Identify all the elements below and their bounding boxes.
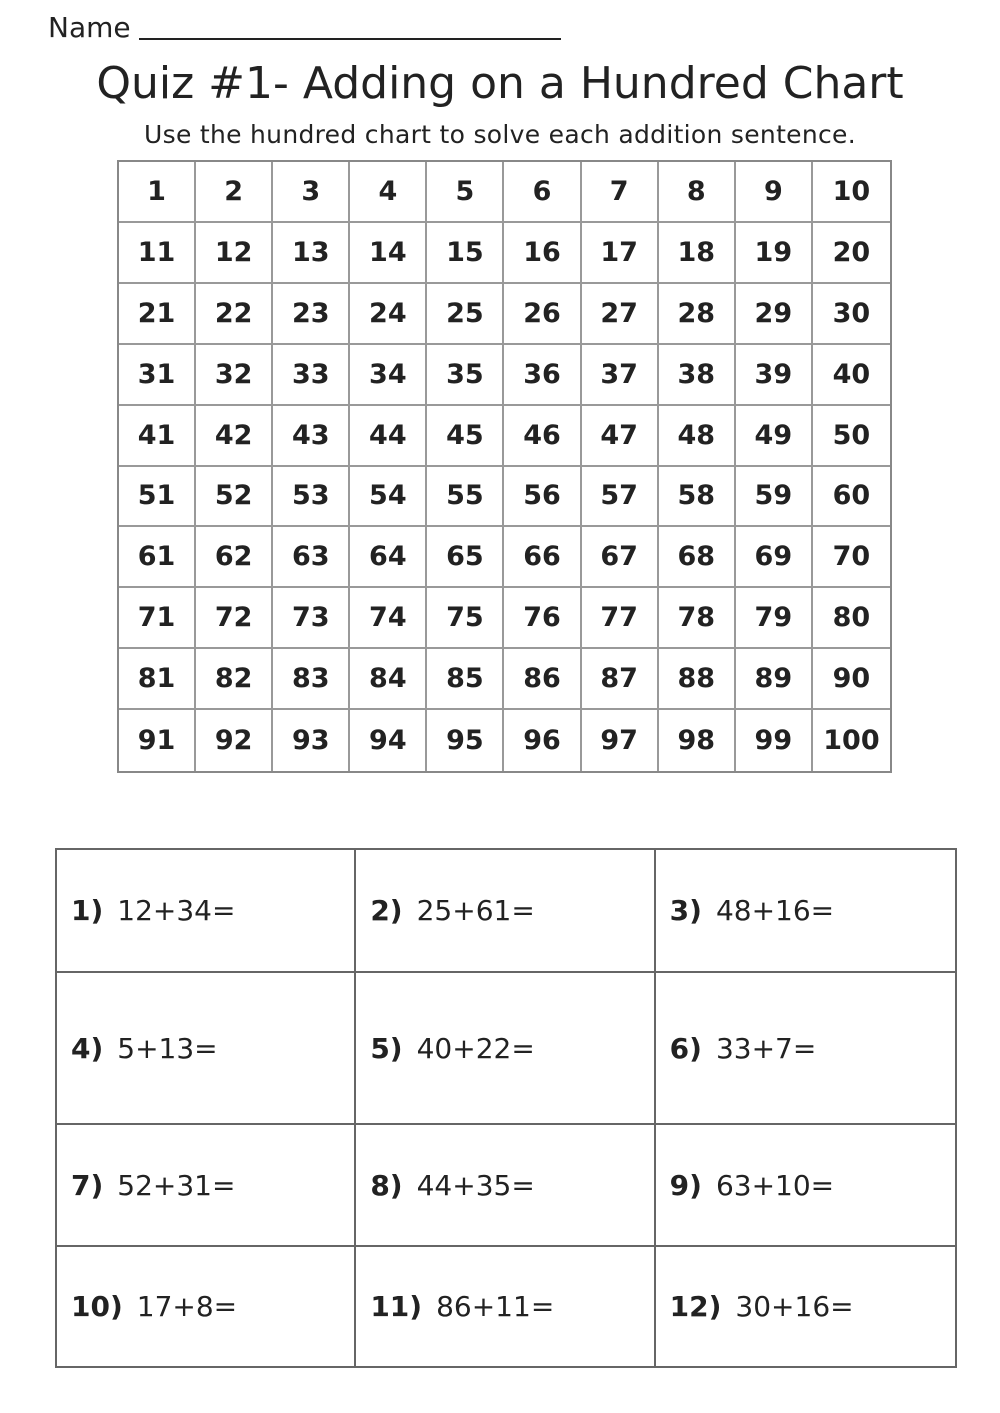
chart-cell: 81 xyxy=(119,649,196,710)
problem-number: 11) xyxy=(370,1290,423,1323)
chart-cell: 76 xyxy=(504,588,581,649)
name-blank-line[interactable] xyxy=(139,38,561,40)
chart-cell: 70 xyxy=(813,527,890,588)
chart-cell: 95 xyxy=(427,710,504,771)
chart-cell: 58 xyxy=(659,467,736,528)
chart-cell: 3 xyxy=(273,162,350,223)
name-label: Name xyxy=(48,11,131,44)
chart-cell: 89 xyxy=(736,649,813,710)
chart-cell: 31 xyxy=(119,345,196,406)
problem-cell[interactable] xyxy=(656,1247,955,1366)
problem-expression: 40+22= xyxy=(416,1031,535,1065)
chart-cell: 7 xyxy=(582,162,659,223)
problem-cell[interactable] xyxy=(656,973,955,1125)
chart-cell: 14 xyxy=(350,223,427,284)
chart-cell: 55 xyxy=(427,467,504,528)
problem-number: 10) xyxy=(71,1290,123,1323)
chart-cell: 23 xyxy=(273,284,350,345)
chart-cell: 87 xyxy=(582,649,659,710)
chart-cell: 43 xyxy=(273,406,350,467)
chart-cell: 66 xyxy=(504,527,581,588)
chart-cell: 65 xyxy=(427,527,504,588)
chart-cell: 13 xyxy=(273,223,350,284)
chart-cell: 82 xyxy=(196,649,273,710)
problems-table xyxy=(55,848,957,1368)
chart-cell: 93 xyxy=(273,710,350,771)
chart-cell: 94 xyxy=(350,710,427,771)
name-field-row xyxy=(48,11,561,44)
chart-cell: 68 xyxy=(659,527,736,588)
chart-cell: 20 xyxy=(813,223,890,284)
chart-cell: 56 xyxy=(504,467,581,528)
chart-cell: 48 xyxy=(659,406,736,467)
chart-cell: 98 xyxy=(659,710,736,771)
problem-expression: 5+13= xyxy=(117,1031,218,1065)
chart-cell: 72 xyxy=(196,588,273,649)
chart-cell: 33 xyxy=(273,345,350,406)
chart-cell: 100 xyxy=(823,725,880,757)
chart-cell: 69 xyxy=(736,527,813,588)
chart-cell: 44 xyxy=(350,406,427,467)
chart-cell: 80 xyxy=(813,588,890,649)
chart-cell: 54 xyxy=(350,467,427,528)
chart-cell: 53 xyxy=(273,467,350,528)
problem-cell[interactable] xyxy=(57,973,356,1125)
chart-cell: 74 xyxy=(350,588,427,649)
problem-expression: 12+34= xyxy=(117,894,236,927)
chart-cell: 90 xyxy=(813,649,890,710)
chart-cell: 49 xyxy=(736,406,813,467)
chart-cell: 59 xyxy=(736,467,813,528)
chart-cell: 42 xyxy=(196,406,273,467)
problem-cell[interactable] xyxy=(356,1247,655,1366)
chart-cell: 26 xyxy=(504,284,581,345)
problem-number: 6) xyxy=(669,1031,702,1065)
problem-number: 5) xyxy=(370,1031,403,1065)
instructions: Use the hundred chart to solve each addition sentence. xyxy=(144,120,856,149)
chart-cell: 47 xyxy=(582,406,659,467)
chart-cell: 52 xyxy=(196,467,273,528)
problem-number: 12) xyxy=(669,1290,722,1323)
chart-cell: 29 xyxy=(736,284,813,345)
chart-cell: 71 xyxy=(119,588,196,649)
problem-number: 7) xyxy=(71,1168,104,1202)
chart-cell: 37 xyxy=(582,345,659,406)
chart-cell: 92 xyxy=(196,710,273,771)
problem-expression: 30+16= xyxy=(735,1290,854,1323)
chart-cell: 51 xyxy=(119,467,196,528)
chart-cell: 99 xyxy=(736,710,813,771)
chart-cell: 73 xyxy=(273,588,350,649)
problem-cell[interactable] xyxy=(656,850,955,973)
problem-expression: 33+7= xyxy=(715,1031,817,1065)
chart-cell: 62 xyxy=(196,527,273,588)
problem-number: 9) xyxy=(669,1168,702,1202)
problem-expression: 86+11= xyxy=(436,1290,555,1323)
problem-expression: 48+16= xyxy=(715,894,835,927)
problem-expression: 25+61= xyxy=(416,894,535,927)
problem-expression: 52+31= xyxy=(117,1168,236,1202)
chart-cell: 5 xyxy=(427,162,504,223)
chart-cell: 91 xyxy=(119,710,196,771)
chart-cell: 25 xyxy=(427,284,504,345)
problem-cell[interactable] xyxy=(356,973,655,1125)
problem-expression: 63+10= xyxy=(715,1168,835,1202)
chart-cell: 97 xyxy=(582,710,659,771)
problem-cell[interactable] xyxy=(57,850,356,973)
chart-cell: 12 xyxy=(196,223,273,284)
chart-cell: 19 xyxy=(736,223,813,284)
problem-number: 2) xyxy=(370,894,403,927)
problem-number: 1) xyxy=(71,894,104,927)
problem-cell[interactable] xyxy=(656,1125,955,1247)
chart-cell: 84 xyxy=(350,649,427,710)
chart-cell: 10 xyxy=(813,162,890,223)
chart-cell: 41 xyxy=(119,406,196,467)
chart-cell: 79 xyxy=(736,588,813,649)
problem-number: 3) xyxy=(669,894,702,927)
chart-cell: 2 xyxy=(196,162,273,223)
chart-cell: 63 xyxy=(273,527,350,588)
problem-expression: 17+8= xyxy=(136,1290,238,1323)
chart-cell: 96 xyxy=(504,710,581,771)
problem-cell[interactable] xyxy=(57,1247,356,1366)
chart-cell: 88 xyxy=(659,649,736,710)
chart-cell: 86 xyxy=(504,649,581,710)
chart-cell: 4 xyxy=(350,162,427,223)
chart-cell: 32 xyxy=(196,345,273,406)
chart-cell: 85 xyxy=(427,649,504,710)
chart-cell: 1 xyxy=(119,162,196,223)
chart-cell: 34 xyxy=(350,345,427,406)
chart-cell: 9 xyxy=(736,162,813,223)
page-title: Quiz #1- Adding on a Hundred Chart xyxy=(96,58,904,109)
chart-cell: 27 xyxy=(582,284,659,345)
chart-cell: 57 xyxy=(582,467,659,528)
chart-cell: 15 xyxy=(427,223,504,284)
chart-cell: 6 xyxy=(504,162,581,223)
chart-cell: 8 xyxy=(659,162,736,223)
problem-cell[interactable] xyxy=(356,850,655,973)
chart-cell: 22 xyxy=(196,284,273,345)
problem-expression: 44+35= xyxy=(416,1168,535,1202)
chart-cell: 50 xyxy=(813,406,890,467)
chart-cell: 83 xyxy=(273,649,350,710)
chart-cell: 78 xyxy=(659,588,736,649)
chart-cell: 60 xyxy=(813,467,890,528)
chart-cell: 21 xyxy=(119,284,196,345)
chart-cell: 38 xyxy=(659,345,736,406)
chart-cell: 67 xyxy=(582,527,659,588)
chart-cell: 46 xyxy=(504,406,581,467)
chart-cell: 40 xyxy=(813,345,890,406)
chart-cell: 77 xyxy=(582,588,659,649)
problem-cell[interactable] xyxy=(57,1125,356,1247)
chart-cell: 64 xyxy=(350,527,427,588)
chart-cell: 39 xyxy=(736,345,813,406)
problem-cell[interactable] xyxy=(356,1125,655,1247)
chart-cell: 30 xyxy=(813,284,890,345)
chart-cell: 36 xyxy=(504,345,581,406)
chart-cell: 17 xyxy=(582,223,659,284)
hundred-chart xyxy=(117,160,892,773)
problem-number: 4) xyxy=(71,1031,104,1065)
chart-cell: 28 xyxy=(659,284,736,345)
chart-cell: 18 xyxy=(659,223,736,284)
chart-cell: 45 xyxy=(427,406,504,467)
chart-cell: 11 xyxy=(119,223,196,284)
problem-number: 8) xyxy=(370,1168,403,1202)
chart-cell: 75 xyxy=(427,588,504,649)
chart-cell: 24 xyxy=(350,284,427,345)
chart-cell: 61 xyxy=(119,527,196,588)
chart-cell: 16 xyxy=(504,223,581,284)
chart-cell: 35 xyxy=(427,345,504,406)
